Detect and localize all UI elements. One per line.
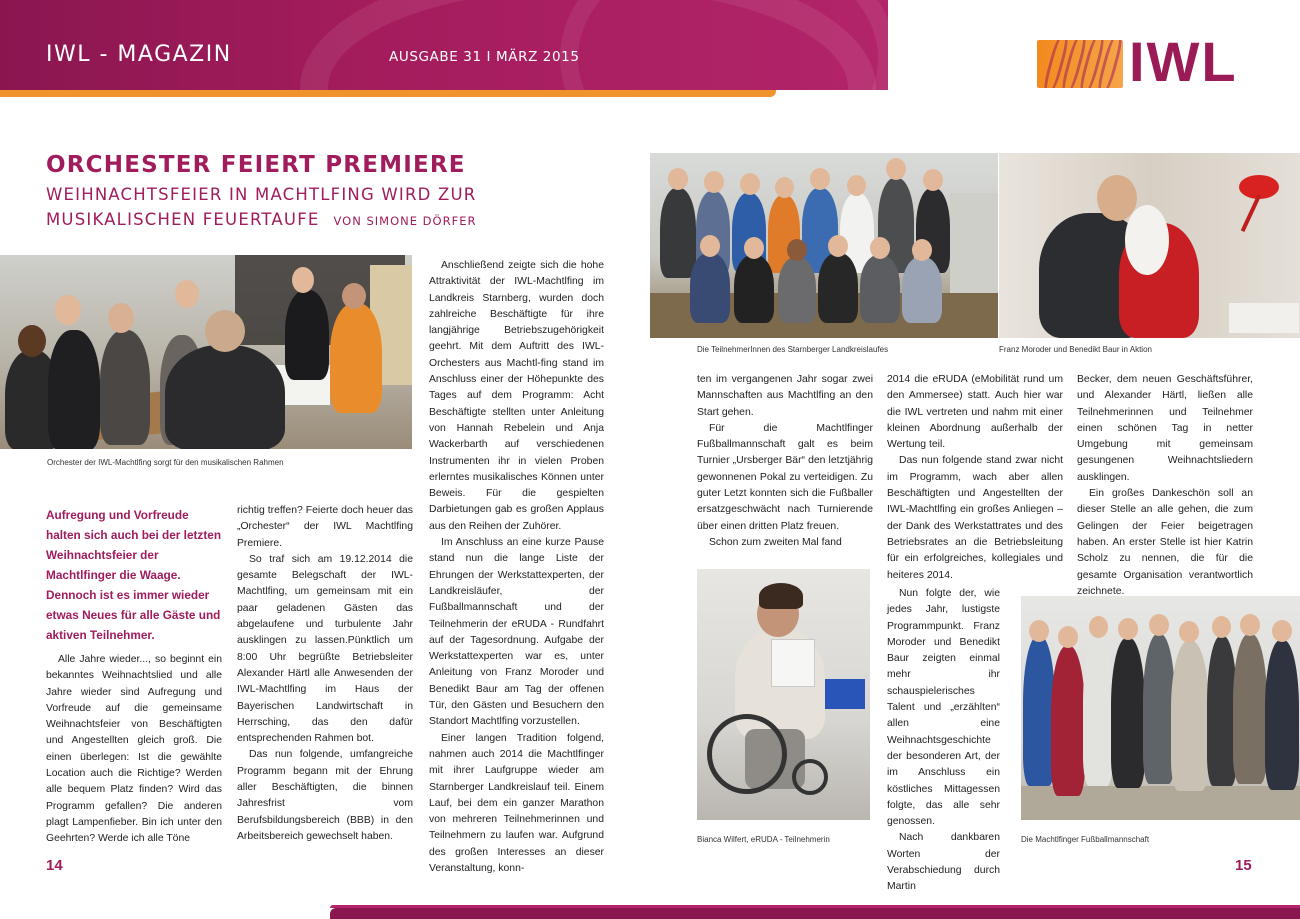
runners-photo	[650, 153, 998, 338]
paragraph: Schon zum zweiten Mal fand	[709, 536, 842, 548]
lead-paragraph: Aufregung und Vorfreude halten sich auch bei der letzten Weihnachtsfeier der Machtlfinger die Waage. Dennoch ist es immer wieder etwas Neues für alle Gäste und aktiven Teilnehmer.	[46, 508, 222, 642]
paragraph: So traf sich am 19.12.2014 die gesamte Belegschaft der IWL-Machtlfing, um gemeinsam mit ein paar geladenen Gästen das abgelaufene und turbulente Jahr ausklingen zu lassen.Pünktlich um 8:00 Uhr begrüßte Betriebsleiter Alexander Härtl alle Anwesenden der IWL-Machtlfing im Haus der Bayerischen Landwirtschaft in Herrsching, das den dafür entsprechenden Rahmen bot.	[237, 553, 413, 745]
paragraph: Anschließend zeigte sich die hohe Attraktivität der IWL-Machtlfing im Landkreis Starnberg, wurden doch zahlreiche Beschäftigte für ihre langjährige Betriebszugehörigkeit geehrt. Mit dem Auftritt des IWL-Orchesters aus Machtl-fing stand im Anschluss einer der Höhepunkte des Tages auf dem Programm: Acht Beschäftigte stellten unter Anleitung von Hannah Rebelein und Anja Wackerbarth auf verschiedenen Instrumenten ihr in vielen Proben erlerntes musikalisches Können unter Beweis. Für die gespielten Darbietungen gab es großen Applaus aus den Reihen der Zuhörer.	[429, 260, 604, 532]
paragraph: Einer langen Tradition folgend, nahmen auch 2014 die Machtlfinger mit ihrer Laufgruppe wieder am Starnberger Landkreislauf teil. Einem Lauf, bei dem ein ganzer Marathon von mehreren Teilnehmerinnen und Teilnehmern zu laufen war. Aufgrund des großen Interesses an dieser Veranstaltung, konn-	[429, 732, 604, 874]
column-5	[887, 372, 1063, 584]
article-title: ORCHESTER FEIERT PREMIERE	[46, 152, 466, 178]
byline: VON SIMONE DÖRFER	[333, 214, 477, 228]
paragraph: Nun folgte der, wie jedes Jahr, lustigste Programmpunkt. Franz Moroder und Benedikt Baur zeigten einmal mehr ihr schauspielerisches Talent und „erzählten“ allen eine Weihnachtsgeschichte der besonderen Art, der im Anschluss ein köstliches Mittagessen folgte, das alle sehr genossen.	[887, 588, 1000, 828]
paragraph: Im Anschluss an eine kurze Pause stand nun die lange Liste der Ehrungen der Werkstattexperten, der Landkreisläufer, der Fußballmannschaft und der Teilnehmerin der eRUDA - Rundfahrt auf der Tagesordnung. Aufgabe der Werkstattexperten war es, unter Anleitung von Franz Moroder und Benedikt Baur am Tag der offenen Tür, den Gästen und Besuchern den Standort Machtlfing vorzustellen.	[429, 537, 604, 728]
orchestra-caption: Orchester der IWL-Machtlfing sorgt für den musikalischen Rahmen	[47, 458, 284, 467]
column-6	[1077, 372, 1253, 600]
paragraph: 2014 die eRUDA (eMobilität rund um den Ammersee) statt. Auch hier war die IWL vertreten und nahm mit einer kleinen Abordnung außerhalb der Wertung teil.	[887, 374, 1063, 451]
paragraph: Becker, dem neuen Geschäftsführer, und Alexander Härtl, ließen alle Teilnehmerinnen und Teilnehmer einen schönen Tag in netter Umgebung mit gemeinsam gesungenen Weihnachtsliedern ausklingen.	[1077, 374, 1253, 483]
paragraph: Für die Machtlfinger Fußballmannschaft galt es beim Turnier „Ursberger Bär“ den letztjährig gewonnenen Pokal zu verteidigen. Zu guter Letzt konnten sich die Fußballer ersatzgeschwächt nach Turnierende über einen dritten Platz freuen.	[697, 422, 873, 532]
paragraph: Alle Jahre wieder..., so beginnt ein bekanntes Weihnachtslied und alle Jahre wieder sind Aufregung und Vorfreude auf die gemeinsame Weihnachtsfeier von Beschäftigten und Angestellten gleich groß. Die einen überlegen: Ist die gewählte Location auch die Richtige? Werden alle bequem Platz finden? Wird das Programm gefallen? Die anderen plagt Lampenfieber. Bin ich unter den Geehrten? Werde ich alle Töne	[46, 654, 222, 845]
paragraph: Das nun folgende stand zwar nicht im Programm, wach aber allen Beschäftigten und Angestellten der IWL-Machtlfing ein großes Anliegen – der Dank des Werkstattrates und des Betriebsrates an die Betriebsleitung für ein erfolgreiches, kollegiales und heiteres 2014.	[887, 455, 1063, 581]
team-caption: Die Machtlfinger Fußballmannschaft	[1021, 835, 1150, 844]
page-number-left: 14	[46, 857, 63, 874]
column-2	[237, 503, 413, 845]
paragraph: ten im vergangenen Jahr sogar zwei Mannschaften aus Machtlfing an den Start gehen.	[697, 374, 873, 418]
page-number-right: 15	[1235, 857, 1252, 874]
paragraph: Ein großes Dankeschön soll an dieser Stelle an alle gehen, die zum Gelingen der Feier beigetragen haben. An erster Stelle ist hier Katrin Scholz zu nennen, die für die gesamte Organisation verantwortlich zeichnete.	[1077, 488, 1253, 597]
logo-text: IWL	[1129, 30, 1238, 93]
logo-graphic	[1037, 40, 1123, 88]
runners-caption: Die TeilnehmerInnen des Starnberger Landkreislaufes	[697, 345, 889, 354]
magazine-name: IWL - MAGAZIN	[46, 42, 232, 67]
action-caption: Franz Moroder und Benedikt Baur in Aktion	[999, 345, 1152, 354]
bianca-caption: Bianca Wilfert, eRUDA - Teilnehmerin	[697, 835, 830, 844]
subtitle-text: WEIHNACHTSFEIER IN MACHTLFING WIRD ZUR MUSIKALISCHEN FEUERTAUFE	[46, 185, 477, 229]
column-3	[429, 258, 604, 877]
team-photo	[1021, 596, 1300, 820]
action-photo	[999, 153, 1300, 338]
footer-band	[330, 908, 1300, 919]
orchestra-photo	[0, 255, 412, 449]
paragraph: Nach dankbaren Worten der Verabschiedung durch Martin	[887, 832, 1000, 893]
paragraph: Das nun folgende, umfangreiche Programm begann mit der Ehrung aller Beschäftigten, die binnen Jahresfrist vom Berufsbildungsbereich (BBB) in den Arbeitsbereich gewechselt haben.	[237, 749, 413, 842]
article-subtitle	[46, 182, 616, 234]
column-4	[697, 372, 873, 551]
header-accent-stripe	[0, 90, 776, 97]
issue-label: AUSGABE 31 I MÄRZ 2015	[389, 49, 580, 65]
paragraph: richtig treffen? Feierte doch heuer das „Orchester“ der IWL Machtlfing Premiere.	[237, 505, 413, 549]
bianca-photo	[697, 569, 870, 820]
column-5b	[887, 586, 1000, 896]
iwl-logo	[1037, 30, 1252, 93]
column-1	[46, 652, 222, 848]
